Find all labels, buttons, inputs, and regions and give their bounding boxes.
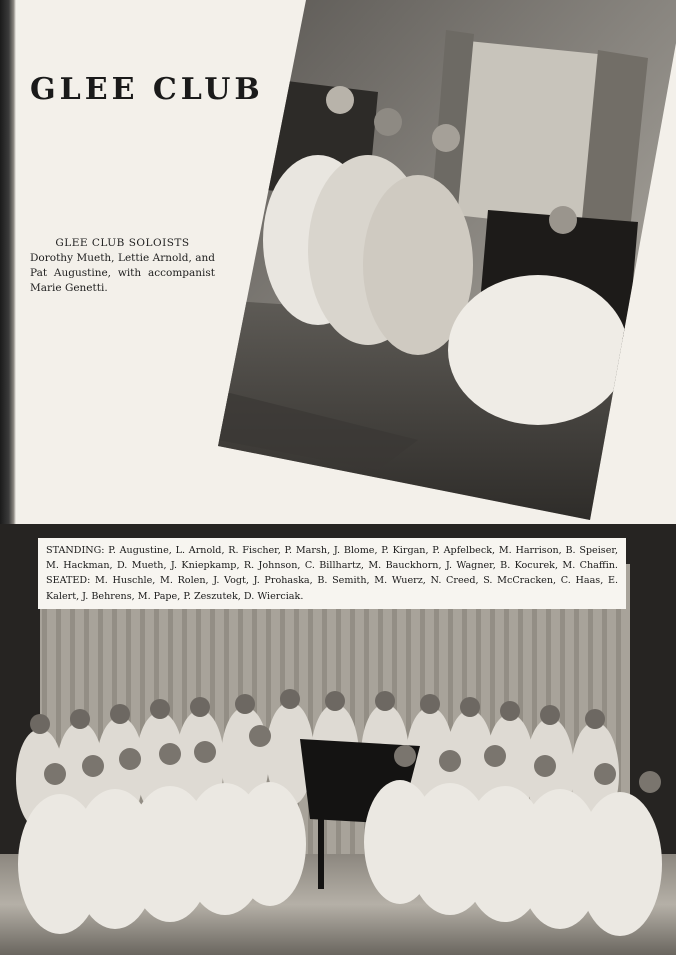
page-title: GLEE CLUB	[30, 72, 264, 108]
soloists-photo-image	[218, 0, 676, 520]
soloists-caption	[30, 236, 215, 296]
soloists-photo	[218, 0, 676, 520]
group-photo-caption: STANDING: P. Augustine, L. Arnold, R. Fischer, P. Marsh, J. Blome, P. Kirgan, P. Apfelbeck, M. Harrison, B. Speiser, M. Hackman, D. Mueth, J. Kniepkamp, R. Johnson, C. Billhartz, M. Bauckhorn, J. Wagner, B. Kocurek, M. Chaffin. SEATED: M. Huschle, M. Rolen, J. Vogt, J. Prohaska, B. Semith, M. Wuerz, N. Creed, S. McCracken, C. Haas, E. Kalert, J. Behrens, M. Pape, P. Zeszutek, D. Wierciak.	[38, 538, 626, 609]
soloists-caption-heading: GLEE CLUB SOLOISTS	[55, 237, 190, 249]
soloists-caption-body: Dorothy Mueth, Lettie Arnold, and Pat Augustine, with accompanist Marie Genetti.	[30, 252, 215, 294]
